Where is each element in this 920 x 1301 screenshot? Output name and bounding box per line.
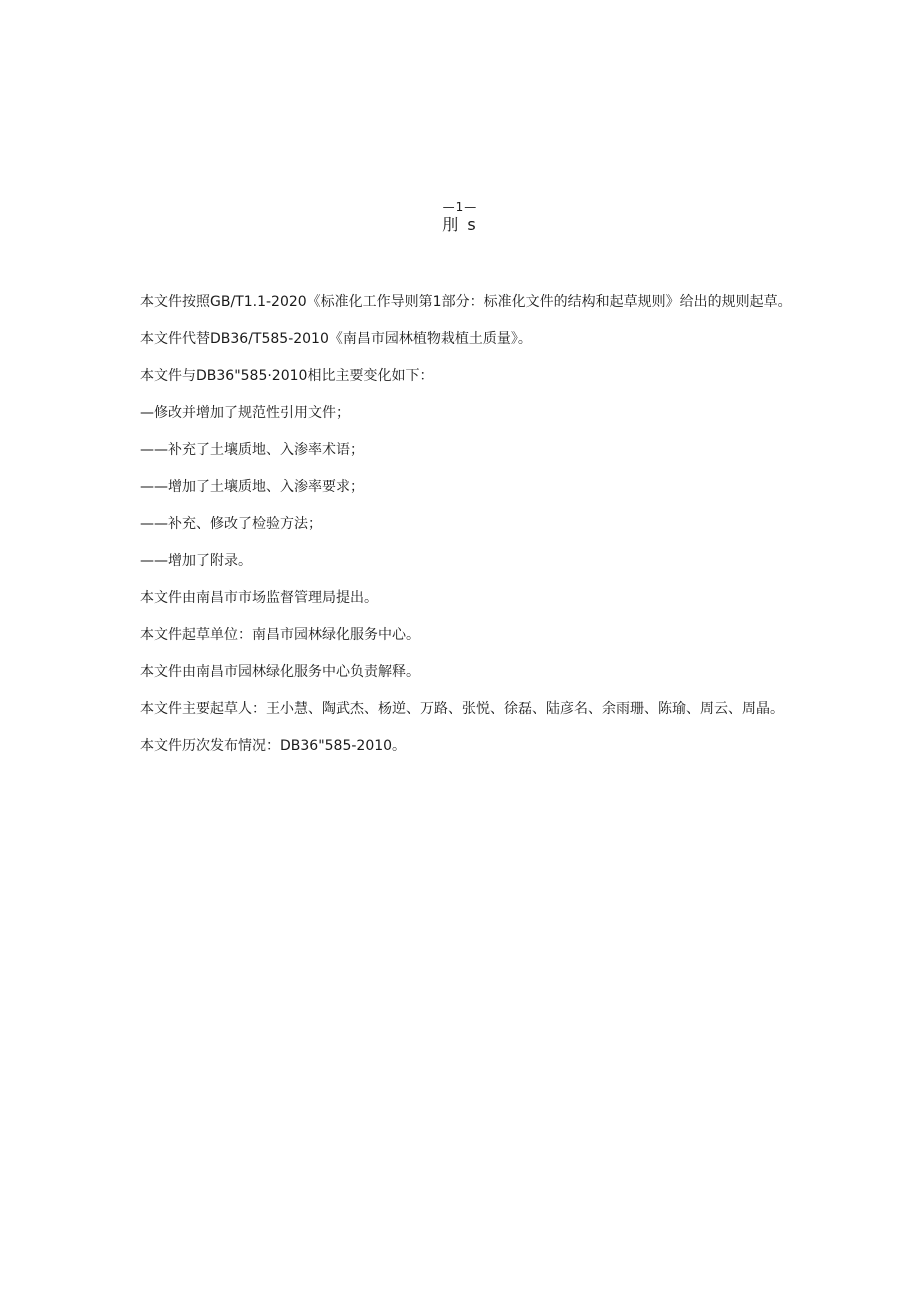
paragraph-replaces: 本文件代替DB36/T585-2010《南昌市园林植物栽植土质量》。	[140, 331, 532, 347]
paragraph-changes-intro: 本文件与DB36"585·2010相比主要变化如下：	[140, 368, 434, 384]
heading-page-marker: —1—	[442, 200, 478, 214]
heading-title: 刖 s	[442, 215, 478, 234]
paragraph-drafting-rules: 本文件按照GB/T1.1-2020《标准化工作导则第1部分：标准化文件的结构和起草规则》给出的规则起草。	[140, 294, 792, 310]
list-item-change-3: ——增加了土壤质地、入渗率要求；	[140, 479, 364, 495]
paragraph-proposed-by: 本文件由南昌市市场监督管理局提出。	[140, 590, 378, 606]
paragraph-drafting-unit: 本文件起草单位：南昌市园林绿化服务中心。	[140, 627, 420, 643]
paragraph-release-history: 本文件历次发布情况：DB36"585-2010。	[140, 738, 407, 754]
paragraph-interpretation: 本文件由南昌市园林绿化服务中心负责解释。	[140, 664, 420, 680]
list-item-change-5: ——增加了附录。	[140, 553, 252, 569]
paragraph-drafters: 本文件主要起草人：王小慧、陶武杰、杨逆、万路、张悦、徐磊、陆彦名、余雨珊、陈瑜、周云、周晶。	[140, 701, 784, 717]
list-item-change-2: ——补充了土壤质地、入渗率术语；	[140, 442, 364, 458]
list-item-change-1: —修改并增加了规范性引用文件；	[140, 405, 350, 421]
list-item-change-4: ——补充、修改了检验方法；	[140, 516, 322, 532]
